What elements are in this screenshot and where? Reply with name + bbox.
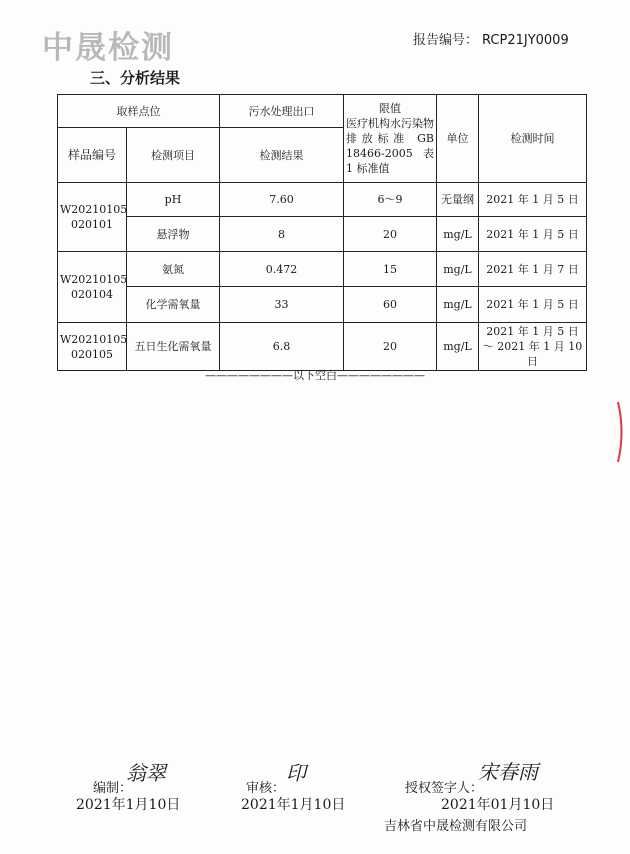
header-sampling-point: 取样点位 (58, 95, 220, 128)
authorized-signer-label: 授权签字人： (405, 781, 484, 796)
header-item: 检测项目 (127, 128, 220, 183)
review-date: 2021年1月10日 (241, 797, 346, 813)
header-time: 检测时间 (479, 95, 587, 183)
result-cell: 0.472 (220, 252, 344, 287)
result-cell: 8 (220, 217, 344, 252)
header-unit: 单位 (437, 95, 479, 183)
authorized-signature: 宋春雨 (478, 760, 538, 784)
report-number (413, 29, 569, 48)
time-cell: 2021 年 1 月 5 日 (479, 183, 587, 217)
limit-cell: 15 (344, 252, 437, 287)
end-of-data-note: ————————以下空白———————— (205, 369, 425, 382)
limit-cell: 6～9 (344, 183, 437, 217)
item-cell: 悬浮物 (127, 217, 220, 252)
header-outlet: 污水处理出口 (220, 95, 344, 128)
results-table (57, 94, 587, 371)
table-row (58, 323, 587, 371)
item-cell: 氨氮 (127, 252, 220, 287)
time-cell: 2021 年 1 月 5 日 (479, 217, 587, 252)
header-limit (344, 95, 437, 183)
compiled-by-signature: 翁翠 (126, 761, 166, 785)
unit-cell: 无量纲 (437, 183, 479, 217)
result-cell: 7.60 (220, 183, 344, 217)
table-header-row (58, 95, 587, 128)
section-title: 三、分析结果 (90, 69, 181, 87)
table-row (58, 217, 587, 252)
result-cell: 6.8 (220, 323, 344, 371)
company-logo: 中晟检测 (42, 30, 174, 66)
result-cell: 33 (220, 287, 344, 323)
header-result: 检测结果 (220, 128, 344, 183)
time-cell: 2021 年 1 月 5 日～ 2021 年 1 月 10 日 (479, 323, 587, 371)
sample-no-cell: W20210105 020104 (58, 252, 127, 323)
header-limit-label: 限值 (379, 102, 401, 115)
compiled-by-label: 编制： (93, 781, 133, 796)
unit-cell: mg/L (437, 252, 479, 287)
unit-cell: mg/L (437, 217, 479, 252)
item-cell: 五日生化需氧量 (127, 323, 220, 371)
authorization-date: 2021年01月10日 (441, 797, 555, 813)
report-number-value: RCP21JY0009 (482, 33, 569, 48)
company-name: 吉林省中晟检测有限公司 (384, 819, 528, 834)
table-row (58, 252, 587, 287)
table-row (58, 183, 587, 217)
table-row (58, 287, 587, 323)
unit-cell: mg/L (437, 287, 479, 323)
unit-cell: mg/L (437, 323, 479, 371)
limit-cell: 20 (344, 323, 437, 371)
compiled-date: 2021年1月10日 (76, 797, 181, 813)
report-number-label: 报告编号： (413, 33, 479, 48)
time-cell: 2021 年 1 月 7 日 (479, 252, 587, 287)
header-limit-desc: 医疗机构水污染物排放标准 GB 18466-2005 表 1 标准值 (346, 117, 434, 175)
reviewer-label: 审核： (246, 781, 286, 796)
reviewer-signature: 印 (286, 761, 306, 785)
limit-cell: 20 (344, 217, 437, 252)
limit-cell: 60 (344, 287, 437, 323)
item-cell: pH (127, 183, 220, 217)
sample-no-cell: W20210105 020105 (58, 323, 127, 371)
red-stamp-edge (616, 400, 626, 464)
item-cell: 化学需氧量 (127, 287, 220, 323)
time-cell: 2021 年 1 月 5 日 (479, 287, 587, 323)
header-sample-no: 样品编号 (58, 128, 127, 183)
sample-no-cell: W20210105 020101 (58, 183, 127, 252)
